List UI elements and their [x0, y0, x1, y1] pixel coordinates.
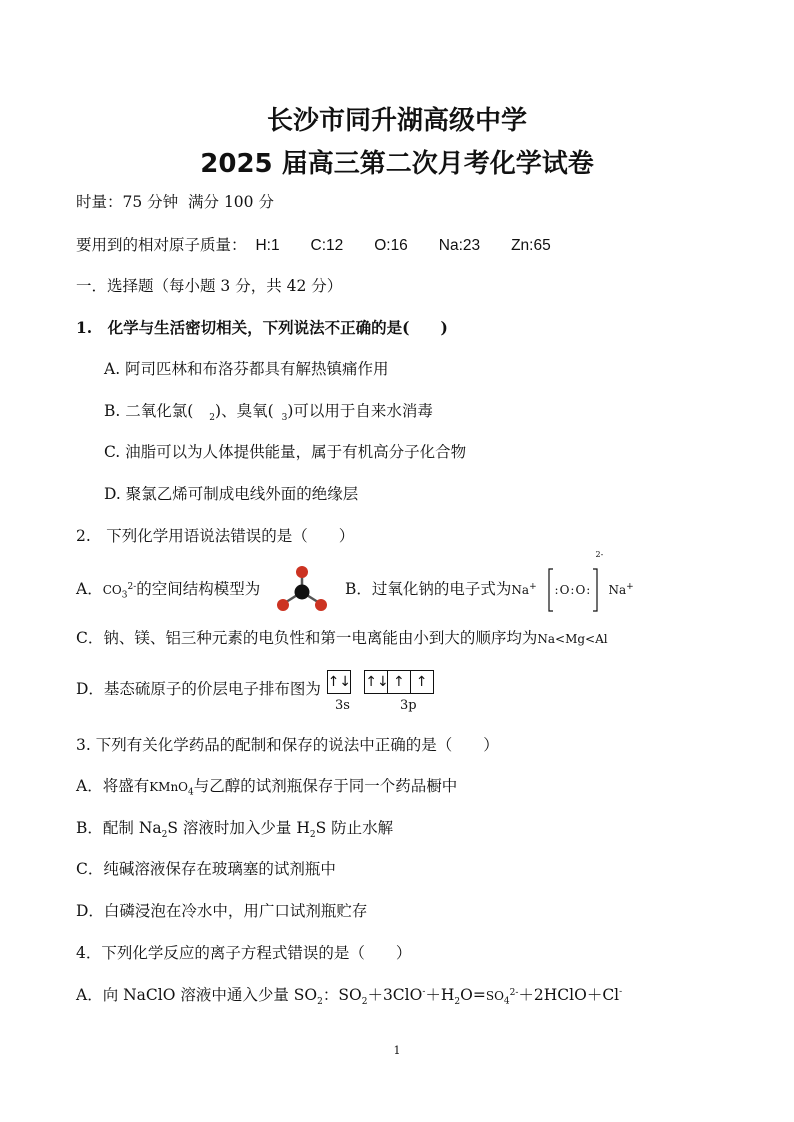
- atomic-mass-na: Na:23: [438, 237, 481, 254]
- full-score: 满分 100 分: [188, 193, 274, 211]
- atomic-mass-zn: Zn:65: [511, 237, 551, 254]
- peroxide-charge: 2-: [595, 550, 604, 559]
- q3-option-c: C．纯碱溶液保存在玻璃塞的试剂瓶中: [76, 860, 336, 878]
- atomic-masses: [76, 233, 577, 255]
- carbon-atom: [295, 585, 310, 600]
- q2-option-d: D．基态硫原子的价层电子排布图为 ↑↓ ↑↓ ↑ ↑: [76, 669, 434, 719]
- q1-stem: 1. 化学与生活密切相关，下列说法不正确的是( ): [76, 318, 448, 337]
- time-label: 时量：75 分钟: [76, 193, 179, 211]
- carbonate-formula: $CO_3^{2-}$: [102, 582, 137, 601]
- orbital-label-3s: 3s: [335, 698, 350, 713]
- exam-title: 2025 届高三第二次月考化学试卷: [200, 149, 594, 179]
- atomic-mass-h: H:1: [255, 237, 280, 254]
- oxygen-atom-left: [277, 599, 289, 611]
- sodium-ion-right: Na+: [608, 582, 634, 597]
- q1-option-a: A. 阿司匹林和布洛芬都具有解热镇痛作用: [104, 360, 389, 378]
- page-number: 1: [393, 1044, 401, 1057]
- sodium-ion-left: Na+: [511, 582, 537, 597]
- oxygen-atom-top: [296, 566, 308, 578]
- q2-option-b: B．过氧化钠的电子式为Na+ :O:O: 2- Na+: [345, 562, 634, 612]
- orbital-label-3p: 3p: [400, 698, 417, 713]
- orbital-box-3p-1: ↑↓: [364, 670, 388, 694]
- q4-option-a: A．向 NaClO 溶液中通入少量 $SO_2$：$SO_2+3ClO^-+H_2O=SO_4^{2-}+2HClO+Cl^-$: [76, 986, 623, 1008]
- q4-stem: 4．下列化学反应的离子方程式错误的是（ ）: [76, 944, 412, 962]
- atomic-mass-o: O:16: [374, 237, 408, 254]
- q3-option-b: B．配制 $Na_2S$ 溶液时加入少量 $H_2S$ 防止水解: [76, 819, 394, 841]
- permanganate-formula: KMnO$_4$: [149, 780, 194, 798]
- q2-option-a: A．$CO_3^{2-}$的空间结构模型为: [76, 562, 339, 612]
- exam-meta: [76, 190, 274, 212]
- element-order: Na<Mg<Al: [537, 632, 608, 646]
- atomic-mass-c: C:12: [310, 237, 344, 254]
- school-name: 长沙市同升湖高级中学: [266, 106, 527, 136]
- oxygen-atom-right: [315, 599, 327, 611]
- carbonate-ball-stick-model: [271, 565, 333, 615]
- q1-option-d: D. 聚氯乙烯可制成电线外面的绝缘层: [104, 485, 359, 503]
- orbital-box-3s: ↑↓: [327, 670, 351, 694]
- q1-option-b: B. 二氧化氯( $_2$)、臭氧( $_3$)可以用于自来水消毒: [104, 402, 433, 424]
- q3-option-a: A．将盛有KMnO$_4$与乙醇的试剂瓶保存于同一个药品橱中: [76, 777, 458, 798]
- q2-option-c: C．钠、镁、铝三种元素的电负性和第一电离能由小到大的顺序均为Na<Mg<Al: [76, 629, 608, 647]
- peroxide-lewis-structure: [546, 550, 604, 613]
- orbital-3s: [328, 670, 351, 694]
- orbital-3p: [366, 670, 434, 694]
- peroxide-electrons: :O:O:: [554, 583, 592, 597]
- section-title: 一．选择题（每小题 3 分，共 42 分）: [76, 277, 343, 295]
- q2-stem: 2. 下列化学用语说法错误的是（ ）: [76, 527, 355, 545]
- q3-stem: 3. 下列有关化学药品的配制和保存的说法中正确的是（ ）: [76, 736, 499, 754]
- atomic-mass-label: 要用到的相对原子质量：: [76, 236, 247, 254]
- q3-option-d: D．白磷浸泡在冷水中，用广口试剂瓶贮存: [76, 902, 368, 920]
- q1-option-c: C. 油脂可以为人体提供能量，属于有机高分子化合物: [104, 443, 467, 461]
- orbital-box-3p-2: ↑: [387, 670, 411, 694]
- sulfate-formula: $SO_4^{2-}$: [485, 988, 519, 1007]
- orbital-box-3p-3: ↑: [410, 670, 434, 694]
